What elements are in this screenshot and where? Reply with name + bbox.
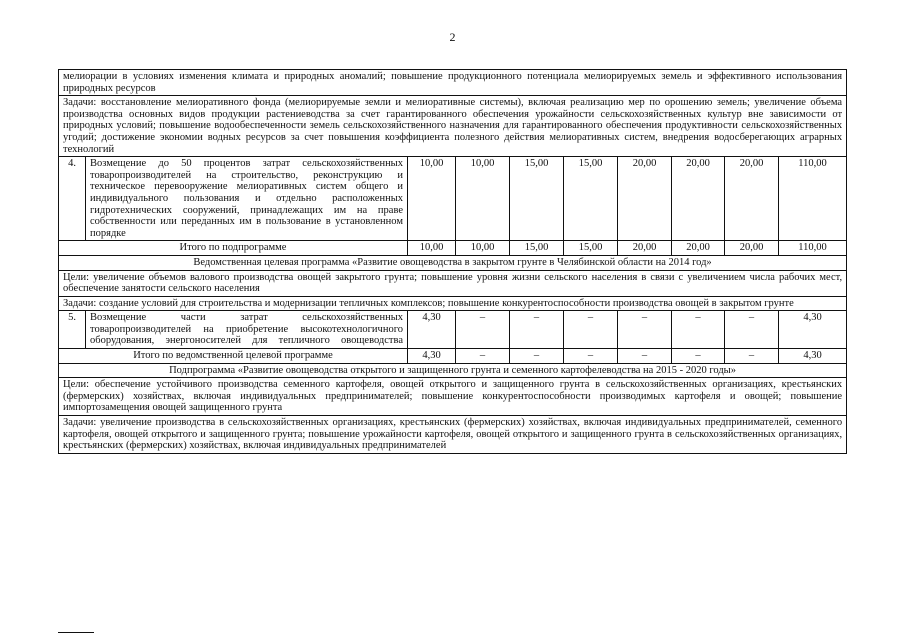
value-cell: –: [618, 349, 672, 364]
value-cell: 10,00: [456, 157, 510, 241]
total-value-cell: 4,30: [779, 349, 847, 364]
value-cell: 20,00: [725, 157, 779, 241]
program-title-row: [59, 255, 847, 270]
value-cell: –: [672, 349, 725, 364]
value-cell: 20,00: [618, 157, 672, 241]
value-cell: 10,00: [408, 241, 456, 256]
item-number: 5.: [59, 311, 86, 349]
value-cell: 20,00: [618, 241, 672, 256]
value-cell: 10,00: [456, 241, 510, 256]
goal-continuation-text: мелиорации в условиях изменения климата и природных аномалий; повышение продукционного потенциала мелиорируемых земель и эффективного использования природных ресурсов: [59, 70, 847, 96]
value-cell: –: [510, 311, 564, 349]
total-value-cell: 4,30: [779, 311, 847, 349]
value-cell: 4,30: [408, 311, 456, 349]
total-value-cell: 110,00: [779, 157, 847, 241]
tasks-text: Задачи: восстановление мелиоративного фонда (мелиорируемые земли и мелиоративные системы), включая реализацию мер по орошению земель; увеличение объема производства основных видов продукции растениеводства за счет гарантированного обеспечения урожайности сельскохозяйственных культур вне зависимости от природных условий; повышение водообеспеченности земель сельскохозяйственного назначения для гарантированного обеспечения продуктивности сельскохозяйственных угодий; достижение экономии водных ресурсов за счет повышения коэффициента полезного действия мелиоративных систем, внедрения водосберегающих аграрных технологий: [59, 96, 847, 157]
page-number: 2: [449, 30, 456, 44]
goal-continuation-row: [59, 70, 847, 96]
subtotal-label: Итого по подпрограмме: [59, 241, 408, 256]
value-cell: 20,00: [672, 241, 725, 256]
subtotal-row: [59, 349, 847, 364]
tasks-text: Задачи: увеличение производства в сельскохозяйственных организациях, крестьянских (фермерских) хозяйствах, включая индивидуальных предпринимателей, семенного картофеля, овощей открытого и защищенного грунта; повышение урожайности картофеля, овощей открытого и защищенного грунта в сельскохозяйственных организациях, крестьянских (фермерских) хозяйствах, включая индивидуальных предпринимателей: [59, 416, 847, 454]
value-cell: 20,00: [725, 241, 779, 256]
value-cell: 4,30: [408, 349, 456, 364]
table-row-item-4: [59, 157, 847, 241]
goals-row: [59, 270, 847, 296]
value-cell: 15,00: [564, 157, 618, 241]
value-cell: 10,00: [408, 157, 456, 241]
total-value-cell: 110,00: [779, 241, 847, 256]
subtotal-label: Итого по ведомственной целевой программе: [59, 349, 408, 364]
item-number: 4.: [59, 157, 86, 241]
goals-row: [59, 378, 847, 416]
value-cell: –: [510, 349, 564, 364]
goals-text: Цели: обеспечение устойчивого производства семенного картофеля, овощей открытого и защищенного грунта в сельскохозяйственных организациях, крестьянских (фермерских) хозяйствах, включая индивидуальных предпринимателей; повышение конкурентоспособности производимых картофеля и овощей; повышение импортозамещения овощей защищенного грунта: [59, 378, 847, 416]
tasks-text: Задачи: создание условий для строительства и модернизации тепличных комплексов; повышение конкурентоспособности производства овощей в закрытом грунте: [59, 296, 847, 311]
tasks-row: [59, 296, 847, 311]
value-cell: –: [618, 311, 672, 349]
table-row-item-5: [59, 311, 847, 349]
item-description: Возмещение части затрат сельскохозяйственных товаропроизводителей на приобретение высокотехнологичного оборудования, энергоносителей для тепличного овощеводства: [86, 311, 408, 349]
subtotal-row: [59, 241, 847, 256]
item-description: Возмещение до 50 процентов затрат сельскохозяйственных товаропроизводителей на строительство, реконструкцию и техническое перевооружение мелиоративных систем общего и индивидуального пользования и отдельно расположенных гидротехнических сооружений, принадлежащих им на праве собственности или переданных им в пользование в установленном порядке: [86, 157, 408, 241]
footnote-rule: [58, 632, 94, 633]
value-cell: –: [456, 349, 510, 364]
program-title-row: [59, 363, 847, 378]
tasks-row: [59, 416, 847, 454]
value-cell: 20,00: [672, 157, 725, 241]
tasks-row: [59, 96, 847, 157]
value-cell: –: [456, 311, 510, 349]
value-cell: –: [725, 349, 779, 364]
value-cell: –: [725, 311, 779, 349]
program-title: Ведомственная целевая программа «Развитие овощеводства в закрытом грунте в Челябинской области на 2014 год»: [59, 255, 847, 270]
value-cell: –: [672, 311, 725, 349]
value-cell: –: [564, 311, 618, 349]
goals-text: Цели: увеличение объемов валового производства овощей закрытого грунта; повышение уровня жизни сельского населения в связи с увеличением числа рабочих мест, обеспечение занятости сельского населения: [59, 270, 847, 296]
value-cell: –: [564, 349, 618, 364]
program-table: [58, 69, 847, 454]
program-title: Подпрограмма «Развитие овощеводства открытого и защищенного грунта и семенного картофелеводства на 2015 - 2020 годы»: [59, 363, 847, 378]
value-cell: 15,00: [564, 241, 618, 256]
value-cell: 15,00: [510, 157, 564, 241]
value-cell: 15,00: [510, 241, 564, 256]
